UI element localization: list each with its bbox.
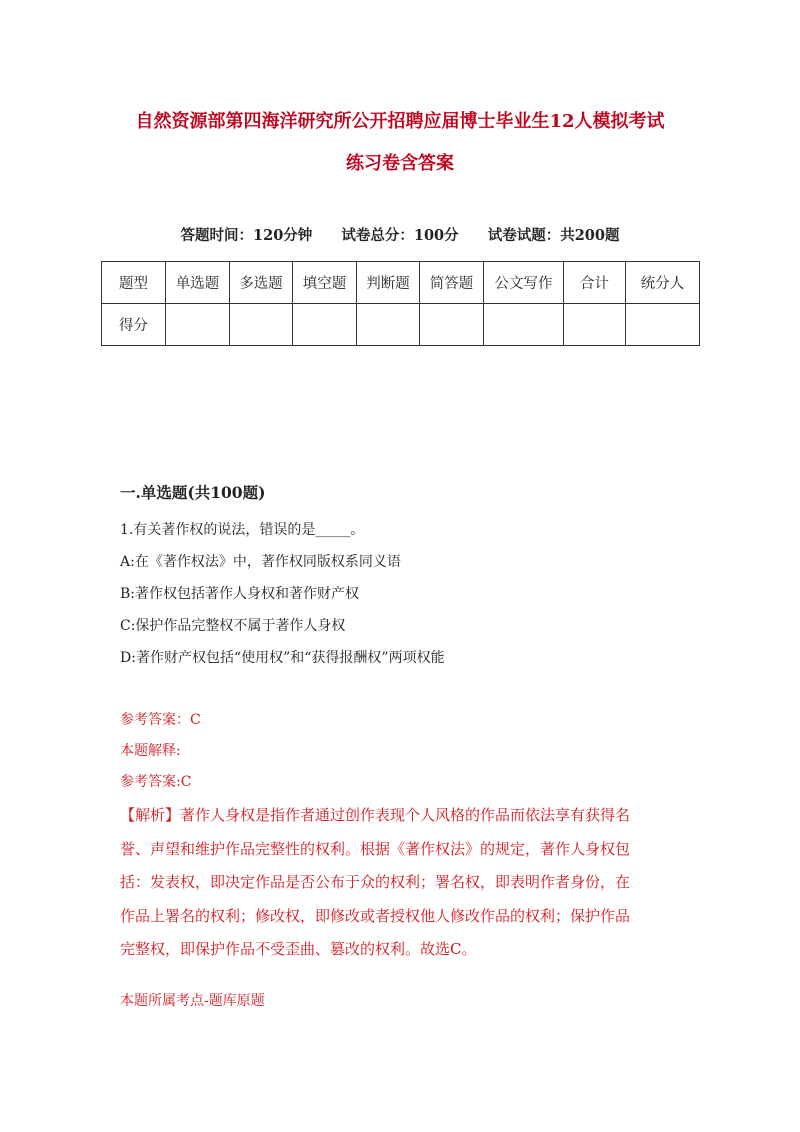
score-table-score-row	[102, 304, 700, 346]
exam-meta	[0, 224, 800, 245]
explanation-line: 誉、声望和维护作品完整性的权利。根据《著作权法》的规定，著作人身权包	[120, 839, 631, 858]
section-title: 一.单选题(共100题)	[120, 483, 266, 502]
score-row-label: 得分	[102, 304, 166, 346]
score-cell	[166, 304, 230, 346]
question-source: 本题所属考点-题库原题	[120, 993, 265, 1009]
option-d: D:著作财产权包括“使用权”和“获得报酬权”两项权能	[120, 650, 445, 666]
score-table-header-row	[102, 262, 700, 304]
answer-repeat: 参考答案:C	[120, 774, 192, 790]
score-cell	[420, 304, 484, 346]
explanation-line: 括：发表权，即决定作品是否公布于众的权利；署名权，即表明作者身份，在	[120, 873, 631, 891]
explanation-label: 本题解释:	[120, 743, 181, 759]
score-cell	[230, 304, 293, 346]
score-header-cell: 题型	[102, 262, 166, 304]
question-stem: 1.有关著作权的说法，错误的是_____。	[120, 522, 365, 538]
explanation-line: 作品上署名的权利；修改权，即修改或者授权他人修改作品的权利；保护作品	[120, 906, 631, 925]
document-title: 自然资源部第四海洋研究所公开招聘应届博士毕业生12人模拟考试	[135, 111, 665, 132]
option-c: C:保护作品完整权不属于著作人身权	[120, 618, 346, 634]
document-title-line2: 练习卷含答案	[346, 153, 454, 174]
score-cell	[626, 304, 700, 346]
answer-label: 参考答案：C	[120, 712, 201, 728]
score-header-cell: 简答题	[420, 262, 484, 304]
score-header-cell: 统分人	[626, 262, 700, 304]
exam-time: 答题时间：120分钟	[180, 227, 313, 244]
explanation-line: 完整权，即保护作品不受歪曲、篡改的权利。故选C。	[120, 940, 477, 958]
score-header-cell: 公文写作	[484, 262, 564, 304]
score-header-cell: 合计	[564, 262, 626, 304]
score-cell	[484, 304, 564, 346]
score-header-cell: 填空题	[293, 262, 357, 304]
explanation-text	[120, 799, 680, 967]
score-header-cell: 多选题	[230, 262, 293, 304]
score-cell	[357, 304, 420, 346]
option-b: B:著作权包括著作人身权和著作财产权	[120, 586, 360, 602]
score-table	[101, 261, 700, 346]
exam-question-count: 试卷试题：共200题	[487, 227, 620, 244]
score-cell	[293, 304, 357, 346]
option-a: A:在《著作权法》中，著作权同版权系同义语	[120, 554, 401, 570]
score-cell	[564, 304, 626, 346]
explanation-line: 【解析】著作人身权是指作者通过创作表现个人风格的作品而依法享有获得名	[120, 806, 631, 824]
score-header-cell: 单选题	[166, 262, 230, 304]
exam-total-score: 试卷总分：100分	[341, 227, 459, 244]
score-header-cell: 判断题	[357, 262, 420, 304]
